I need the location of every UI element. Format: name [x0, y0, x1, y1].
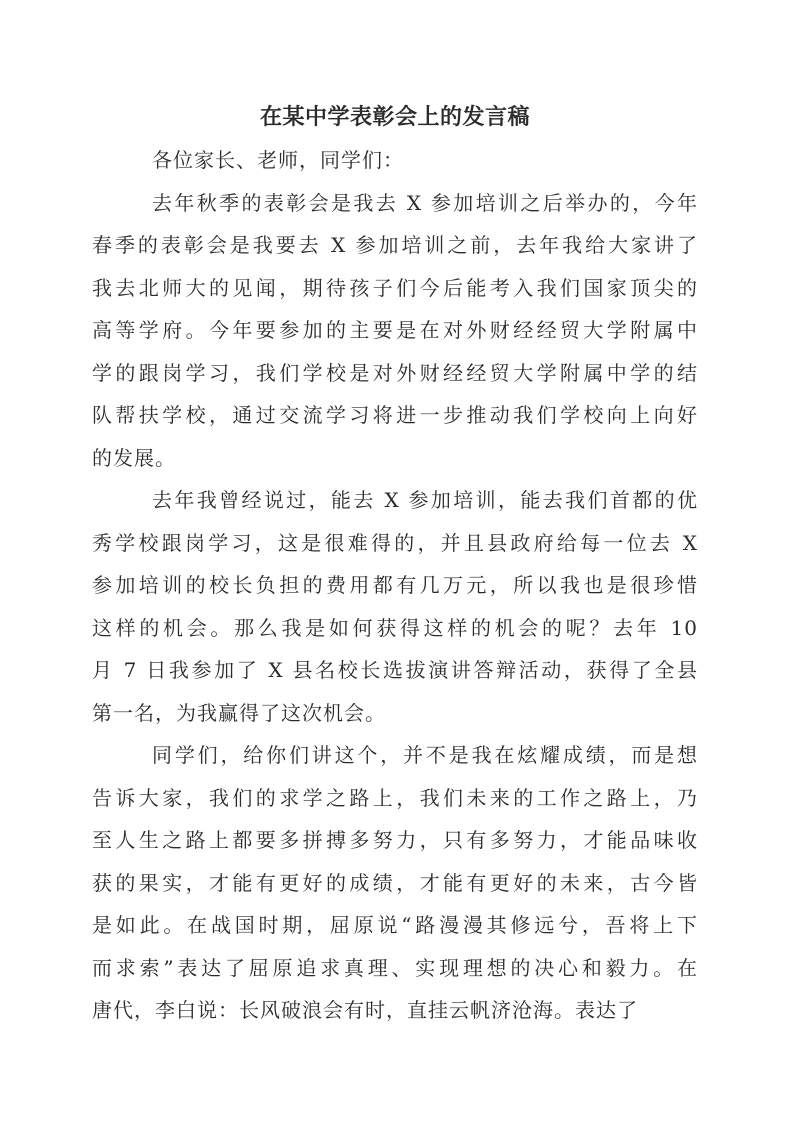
text-line: 春季的表彰会是我要去 X 参加培训之前，去年我给大家讲了	[92, 233, 698, 257]
text-line: 各位家长、老师，同学们：	[152, 148, 404, 172]
text-line: 月 7 日我参加了 X 县名校长选拔演讲答辩活动，获得了全县	[92, 658, 698, 682]
text-line: 的发展。	[92, 445, 176, 470]
text-line: 第一名，为我赢得了这次机会。	[92, 700, 386, 725]
text-line: 而求索”表达了屈原追求真理、实现理想的决心和毅力。在	[92, 955, 698, 980]
text-line: 队帮扶学校，通过交流学习将进一步推动我们学校向上向好	[92, 403, 698, 427]
document-title: 在某中学表彰会上的发言稿	[259, 104, 530, 130]
text-line: 这样的机会。那么我是如何获得这样的机会的呢？去年 10	[92, 615, 698, 640]
text-line: 是如此。在战国时期，屈原说“路漫漫其修远兮，吾将上下	[92, 913, 698, 937]
text-line: 高等学府。今年要参加的主要是在对外财经经贸大学附属中	[92, 318, 698, 342]
text-line: 获的果实，才能有更好的成绩，才能有更好的未来，古今皆	[92, 870, 698, 895]
text-line: 同学们，给你们讲这个，并不是我在炫耀成绩，而是想	[152, 743, 698, 767]
text-line: 唐代，李白说：长风破浪会有时，直挂云帆济沧海。表达了	[92, 998, 638, 1022]
text-line: 去年我曾经说过，能去 X 参加培训，能去我们首都的优	[152, 488, 698, 512]
text-line: 学的跟岗学习，我们学校是对外财经经贸大学附属中学的结	[92, 360, 698, 385]
text-line: 告诉大家，我们的求学之路上，我们未来的工作之路上，乃	[92, 785, 698, 810]
text-line: 我去北师大的见闻，期待孩子们今后能考入我们国家顶尖的	[92, 275, 698, 300]
text-line: 至人生之路上都要多拼搏多努力，只有多努力，才能品味收	[92, 828, 698, 852]
text-line: 去年秋季的表彰会是我去 X 参加培训之后举办的，今年	[152, 190, 698, 215]
text-line: 参加培训的校长负担的费用都有几万元，所以我也是很珍惜	[92, 573, 698, 597]
text-line: 秀学校跟岗学习，这是很难得的，并且县政府给每一位去 X	[92, 530, 698, 555]
document-body	[92, 139, 698, 1032]
